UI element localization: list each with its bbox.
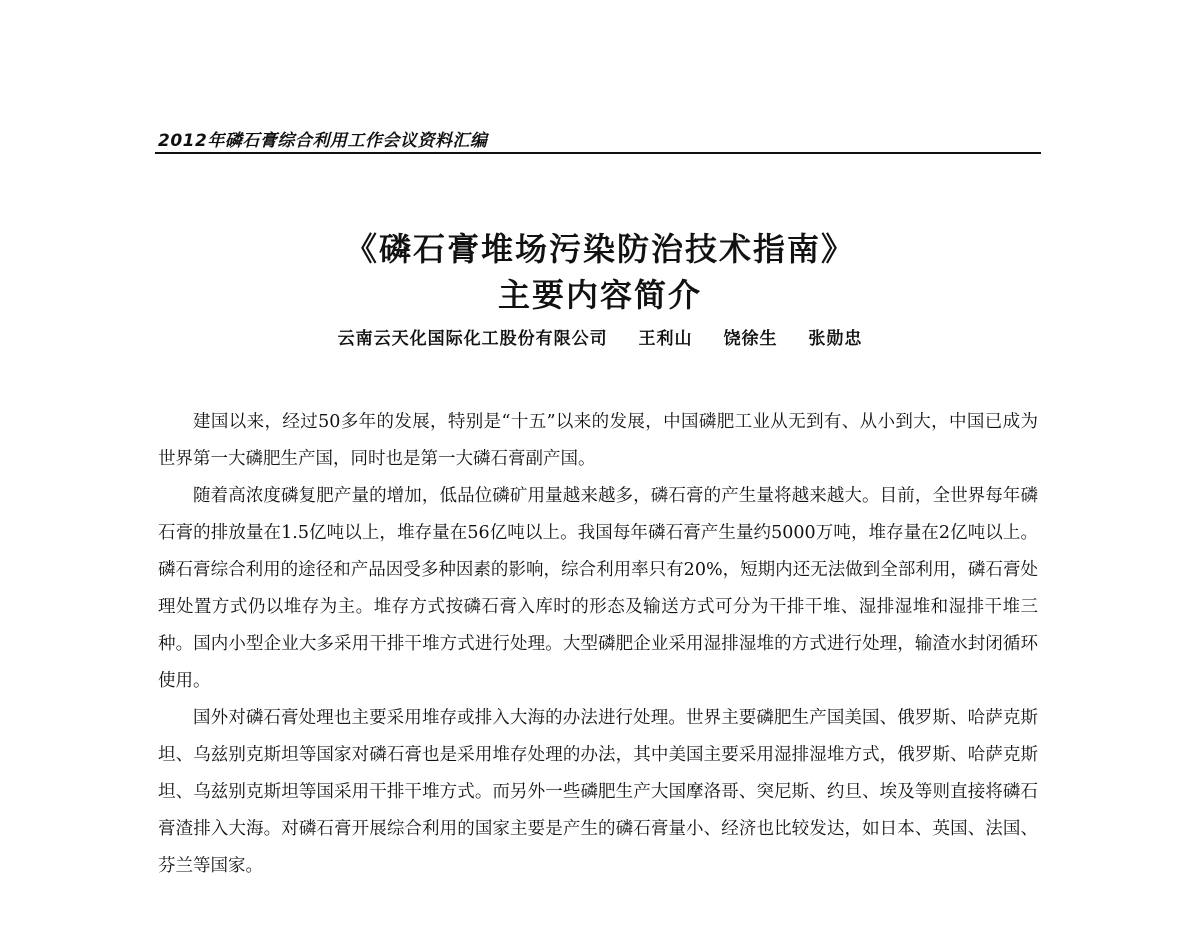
article-title-line-2: 主要内容简介 [497, 276, 702, 314]
author-organization: 云南云天化国际化工股份有限公司 [337, 329, 608, 349]
article-title-line-1: 《磷石膏堆场污染防治技术指南》 [344, 230, 855, 268]
body-paragraph: 随着高浓度磷复肥产量的增加，低品位磷矿用量越来越多，磷石膏的产生量将越来越大。目前，全世界每年磷石膏的排放量在1.5亿吨以上，堆存量在56亿吨以上。我国每年磷石膏产生量约5000万吨，堆存量在2亿吨以上。磷石膏综合利用的途径和产品因受多种因素的影响，综合利用率只有20%，短期内还无法做到全部利用，磷石膏处理处置方式仍以堆存为主。堆存方式按磷石膏入库时的形态及输送方式可分为干排干堆、湿排湿堆和湿排干堆三种。国内小型企业大多采用干排干堆方式进行处理。大型磷肥企业采用湿排湿堆的方式进行处理，输渣水封闭循环使用。 [158, 486, 1038, 691]
author-line [0, 324, 1200, 349]
author-name: 饶徐生 [723, 329, 778, 349]
author-name: 王利山 [638, 329, 693, 349]
body-paragraph: 建国以来，经过50多年的发展，特别是“十五”以来的发展，中国磷肥工业从无到有、从小到大，中国已成为世界第一大磷肥生产国，同时也是第一大磷石膏副产国。 [158, 412, 1038, 469]
author-name: 张勋忠 [808, 329, 863, 349]
body-paragraph: 国外对磷石膏处理也主要采用堆存或排入大海的办法进行处理。世界主要磷肥生产国美国、俄罗斯、哈萨克斯坦、乌兹别克斯坦等国家对磷石膏也是采用堆存处理的办法，其中美国主要采用湿排湿堆方式，俄罗斯、哈萨克斯坦、乌兹别克斯坦等国采用干排干堆方式。而另外一些磷肥生产大国摩洛哥、突尼斯、约旦、埃及等则直接将磷石膏渣排入大海。对磷石膏开展综合利用的国家主要是产生的磷石膏量小、经济也比较发达，如日本、英国、法国、芬兰等国家。 [158, 708, 1038, 876]
header-rule [155, 152, 1041, 154]
article-body [158, 404, 1038, 885]
running-header: 2012年磷石膏综合利用工作会议资料汇编 [158, 131, 488, 151]
